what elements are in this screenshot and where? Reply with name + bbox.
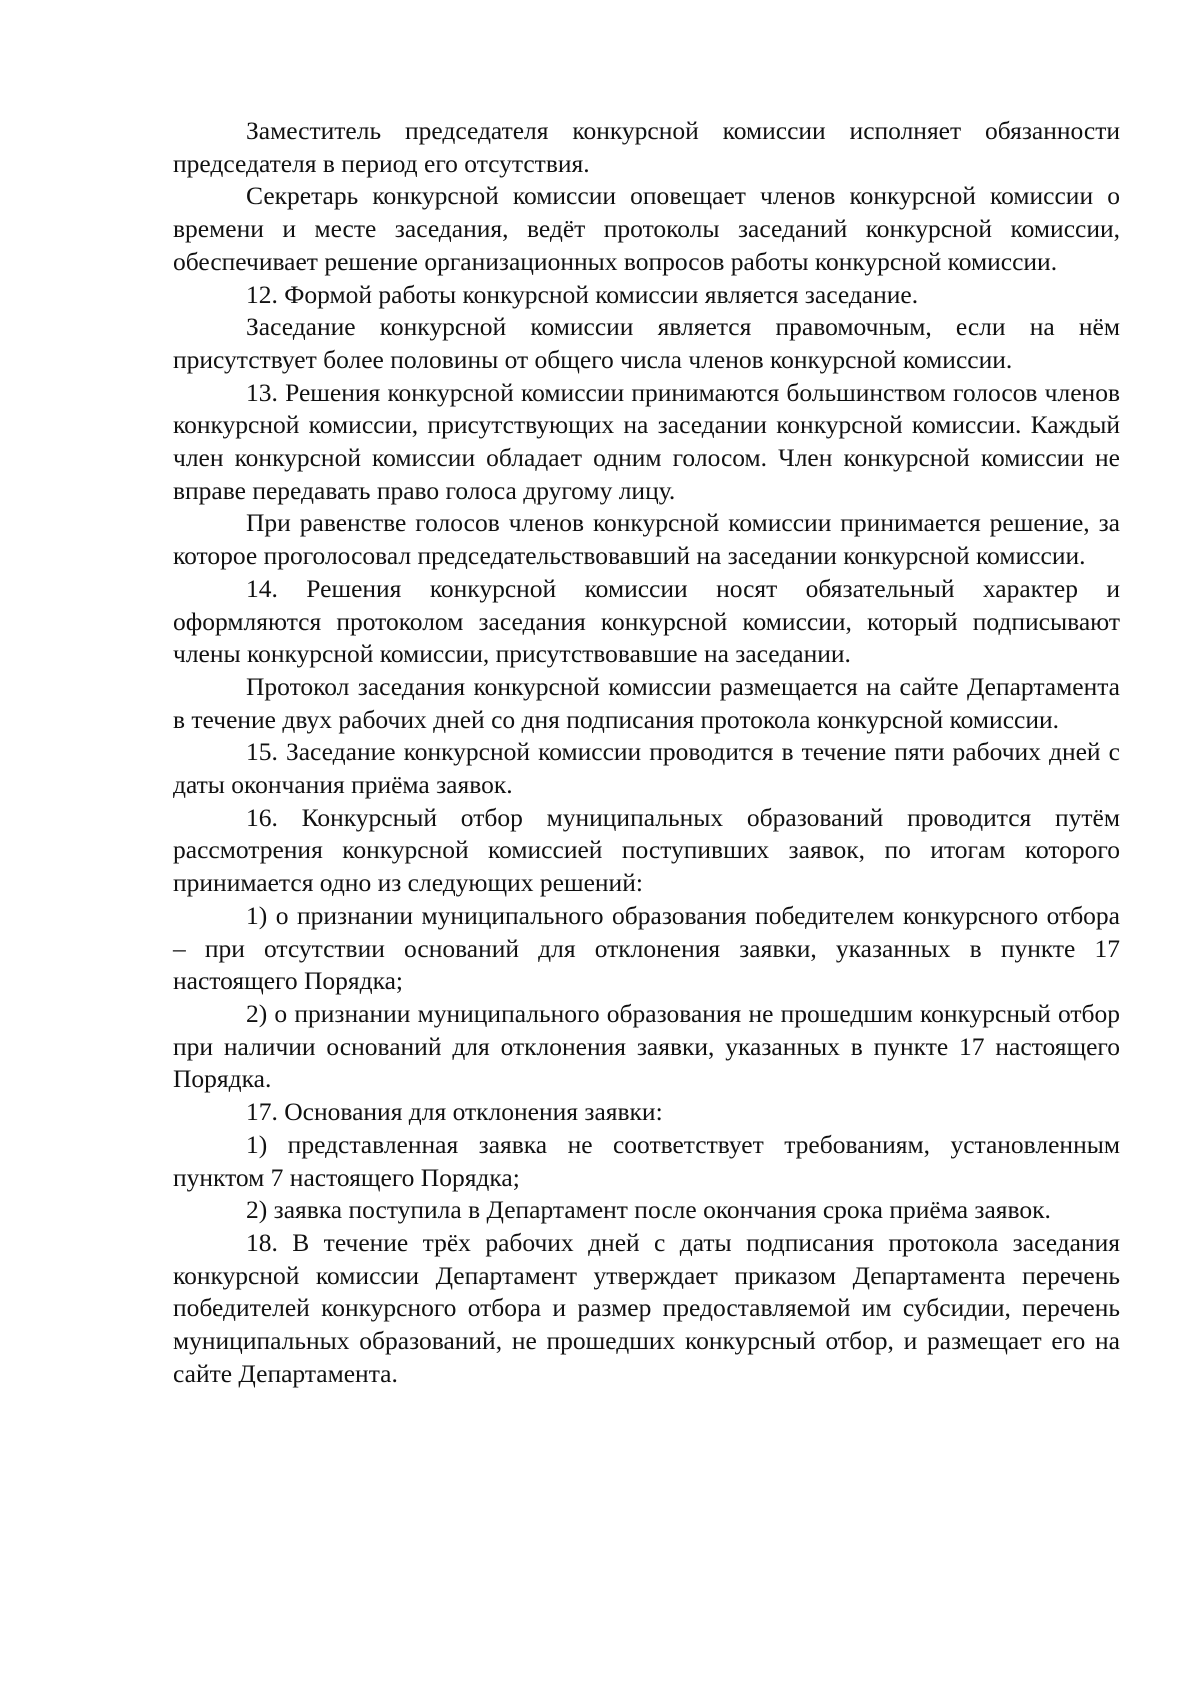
paragraph-item-14: 14. Решения конкурсной комиссии носят обязательный характер и оформляются протоколом заседания конкурсной комиссии, который подписывают члены конкурсной комиссии, присутствовавшие на заседании. bbox=[173, 573, 1120, 669]
paragraph-secretary: Секретарь конкурсной комиссии оповещает членов конкурсной комиссии о времени и месте заседания, ведёт протоколы заседаний конкурсной комиссии, обеспечивает решение организационных вопросов работы конкурсной комиссии. bbox=[173, 181, 1120, 276]
paragraph-deputy-chair: Заместитель председателя конкурсной комиссии исполняет обязанности председателя в период его отсутствия. bbox=[173, 116, 1120, 178]
paragraph-item-13: 13. Решения конкурсной комиссии принимаются большинством голосов членов конкурсной комиссии, присутствующих на заседании конкурсной комиссии. Каждый член конкурсной комиссии обладает одним голосом. Член конкурсной комиссии не вправе передавать право голоса другому лицу. bbox=[173, 377, 1120, 505]
paragraph-item-16-2: 2) о признании муниципального образования не прошедшим конкурсный отбор при наличии оснований для отклонения заявки, указанных в пункте 17 настоящего Порядка. bbox=[173, 998, 1120, 1094]
document-page bbox=[173, 115, 1120, 1390]
paragraph-tie-vote: При равенстве голосов членов конкурсной комиссии принимается решение, за которое проголосовал председательствовавший на заседании конкурсной комиссии. bbox=[173, 508, 1120, 571]
paragraph-item-17: 17. Основания для отклонения заявки: bbox=[246, 1097, 663, 1127]
paragraph-item-17-1: 1) представленная заявка не соответствует требованиям, установленным пунктом 7 настоящего Порядка; bbox=[173, 1129, 1120, 1192]
paragraph-item-18: 18. В течение трёх рабочих дней с даты подписания протокола заседания конкурсной комиссии Департамент утверждает приказом Департамента перечень победителей конкурсного отбора и размер предоставляемой им субсидии, перечень муниципальных образований, не прошедших конкурсный отбор, и размещает его на сайте Департамента. bbox=[173, 1227, 1120, 1388]
paragraph-item-17-2: 2) заявка поступила в Департамент после окончания срока приёма заявок. bbox=[246, 1195, 1051, 1225]
paragraph-item-16-1: 1) о признании муниципального образования победителем конкурсного отбора – при отсутствии оснований для отклонения заявки, указанных в пункте 17 настоящего Порядка; bbox=[173, 900, 1120, 996]
paragraph-protocol-publication: Протокол заседания конкурсной комиссии размещается на сайте Департамента в течение двух рабочих дней со дня подписания протокола конкурсной комиссии. bbox=[173, 671, 1120, 734]
paragraph-quorum: Заседание конкурсной комиссии является правомочным, если на нём присутствует более половины от общего числа членов конкурсной комиссии. bbox=[173, 312, 1120, 374]
paragraph-item-12: 12. Формой работы конкурсной комиссии является заседание. bbox=[246, 279, 919, 309]
paragraph-item-16: 16. Конкурсный отбор муниципальных образований проводится путём рассмотрения конкурсной комиссией поступивших заявок, по итогам которого принимается одно из следующих решений: bbox=[173, 802, 1120, 898]
paragraph-item-15: 15. Заседание конкурсной комиссии проводится в течение пяти рабочих дней с даты окончания приёма заявок. bbox=[173, 737, 1120, 800]
